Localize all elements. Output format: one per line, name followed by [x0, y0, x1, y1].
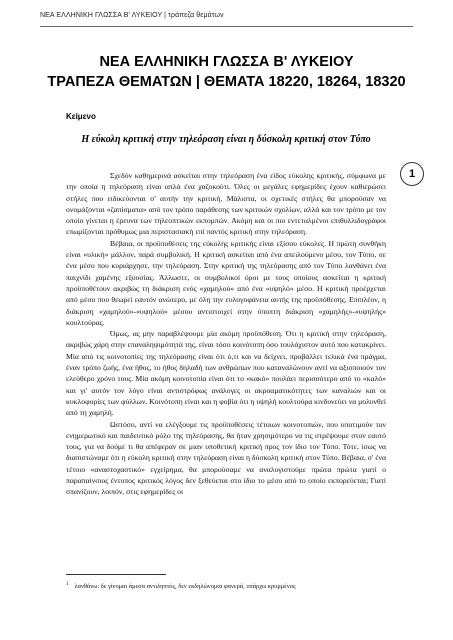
document-title	[0, 52, 453, 92]
page-number-badge: 1	[400, 162, 424, 186]
title-line-2: ΤΡΑΠΕΖΑ ΘΕΜΑΤΩΝ | ΘΕΜΑΤΑ 18220, 18264, 18320	[47, 74, 406, 90]
text-title: Η εύκολη κριτική στην τηλεόραση είναι η δύσκολη κριτική στον Τύπο	[81, 134, 371, 145]
running-header: ΝΕΑ ΕΛΛΗΝΙΚΗ ΓΛΩΣΣΑ Β' ΛΥΚΕΙΟΥ | τράπεζα θεμάτων	[40, 12, 224, 19]
footnote-rule	[66, 574, 166, 575]
footnote-text: λανθάνω: δε γίνομαι άμεσα αντιληπτός, δεν εκδηλώνομαι φανερά, υπάρχω κρυμμένος	[74, 583, 296, 591]
paragraph-2: Βέβαια, οι προϋποθέσεις της εύκολης κριτικής είναι εξίσου εύκολες. Η πρώτη συνθήκη είναι «υλική» μάλλον, παρά συμβολική. Η κριτική ασκείται από ένα απειλούμενο μέσο, τον Τύπο, σε ένα μέσο που κυριάρχησε, την τηλεόραση. Στην κριτική της τηλεόρασης από τον Τύπο λανθάνει ένα παιχνίδι χαμένης εξουσίας. Άλλωστε, οι συμβολικοί όροι με τους οποίους ασκείται η κριτική προϋποθέτουν ακριβώς τη διάκριση ενός «χαμηλού» από ένα «υψηλό» μέσο. Η κριτική προέρχεται από μέσο που θεωρεί εαυτόν ανώτερο, με όλη την ευλογοφάνεια αυτής της προϋπόθεσης. Επιπλέον, η διάκριση «χαμηλού»-«υψηλού» μέσου αντιστοιχεί στην ύποπτη διάκριση «χαμηλής»-«υψηλής» κουλτούρας.	[66, 238, 386, 327]
footnote	[66, 580, 396, 591]
section-label: Κείμενο	[66, 112, 96, 121]
paragraph-4: Ωστόσο, αντί να ελέγξουμε τις προϋποθέσεις τέτοιων κοινοτοπιών, που υποτιμούν τον ενημερωτικό και παιδευτικό ρόλο της τηλεόρασης, θα ήταν χρησιμότερο να τις στρέψουμε στον εαυτό τους, για να δούμε τι θα απέφεραν σε μιαν υποθετική κριτική προς τον ίδιο τον Τύπο. Τότε, ίσως να διαπιστώναμε ότι η εύκολη κριτική στην τηλεόραση είναι η δύσκολη κριτική στον Τύπο. Βέβαια, σ' ένα τέτοιο «αναστοχαστικό» εγχείρημα, θα μπορούσαμε να αναλογιστούμε πρώτα πρώτα γιατί ο παραπαίνσιος έντυπος κριτικός λόγος δεν ξεθεύεται στο ίδιο το μέσο από το οποίο εκπορεύεται; Γιατί σπανίζουν, λοιπόν, στις εφημερίδες οι	[66, 419, 386, 497]
paragraph-1: Σχεδόν καθημερινά ασκείται στην τηλεόραση ένα είδος εύκολης κριτικής, σύμφωνα με την οποία η τηλεόραση είναι απλά ένα χαζοκούτι. Όλες οι μεγάλες εφημερίδες έχουν καθιερώσει στήλες που ειδικεύονται σ' αυτήν την κριτική. Μάλιστα, οι σχετικές στήλες θα μπορούσαν να ονομάζονται «ζαπίσματα» από τον τρόπο παράθεσης των κριτικών σχολίων, αλλά και τον τρόπο με τον οποίο γίνεται η έρευνα των τηλεοπτικών εκπομπών. Ακόμη και οι πιο εντεταλμένοι επιθυλλιδογράφοι επωμίζονται πρόθυμως μια περιστασιακή επί παντός κριτική στην τηλεόραση.	[66, 171, 386, 237]
title-line-1: ΝΕΑ ΕΛΛΗΝΙΚΗ ΓΛΩΣΣΑ Β' ΛΥΚΕΙΟΥ	[99, 54, 354, 70]
footnote-marker: 1	[66, 582, 69, 587]
paragraph-3: Όμως, ας μην παραβλέψουμε μία ακόμη προϋπόθεση. Ότι η κριτική στην τηλεόραση, ακριβώς χάρη στην επαναληψιμότητά της, είναι τόσο κοινότοπη όσο τουλάχιστον αυτό που κατακρίνει. Μία από τις κοινοτοπίες της τηλεόρασης είναι ότι ό,τι και να δείχνει, προβάλλει τελικά ένα πράγμα, έναν τρόπο ζωής, ένα ήθος, το ήθος δηλαδή των ανθρώπων που καταναλώνουν αντί να αξιοποιούν τον ελεύθερο χρόνο τους. Μία ακόμη κοινοτοπία είναι ότι το «κακό» πουλάει περισσότερο από το «καλό» και γι' αυτόν τον λόγο είναι αντιστρόφως ανάλογες οι ακροαματικότητες των καναλιών και οι κυκλοφορίες των φύλλων. Κοινότοπη είναι και η φοβία ότι η υψηλή κουλτούρα κινδυνεύει να μολυνθεί από τη χαμηλή.	[66, 329, 386, 418]
body-text	[66, 170, 386, 498]
header-rule	[40, 26, 413, 27]
